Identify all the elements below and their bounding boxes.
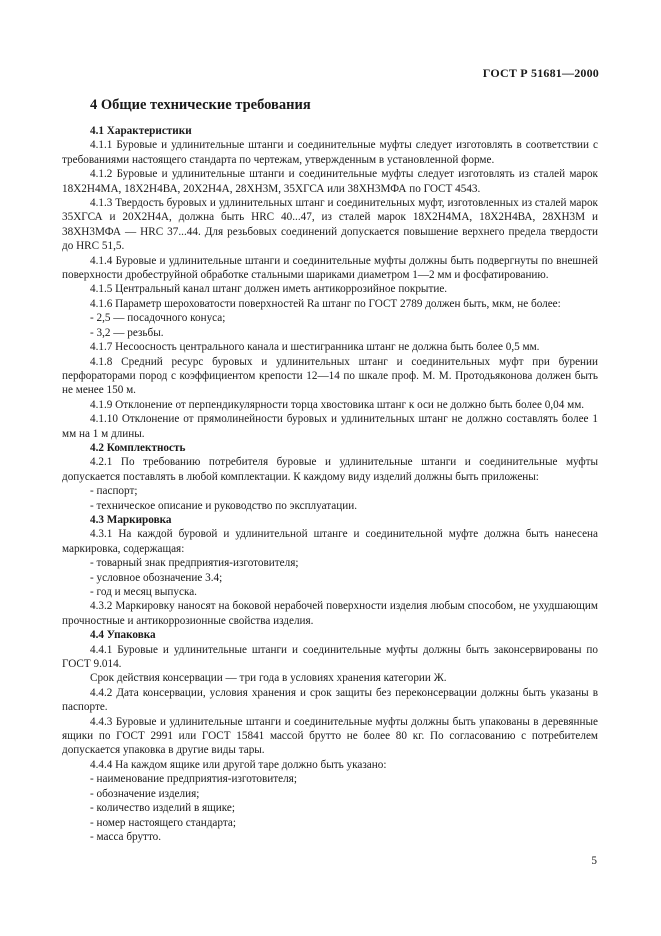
paragraph: 4.1.3 Твердость буровых и удлинительных штанг и соединительных муфт, изготовленных из сталей марок 35ХГСА и 20Х2Н4А, должна быть HRC 40...47, из сталей марок 18Х2Н4МА, 18Х2Н4ВА, 28ХН3М и 38ХН3МФА — HRC 37...44. Для резьбовых соединений допускается повышение верхнего предела твердости до HRC 51,5. [62, 197, 598, 253]
paragraph: 4.3.2 Маркировку наносят на боковой нерабочей поверхности изделия любым способом, не ухудшающим прочностные и антикоррозионные свойства изделия. [62, 600, 598, 627]
paragraph: 4.1.2 Буровые и удлинительные штанги и соединительные муфты следует изготовлять из сталей марок 18Х2Н4МА, 18Х2Н4ВА, 20Х2Н4А, 28ХН3М, 35ХГСА или 38ХН3МФА по ГОСТ 4543. [62, 168, 598, 195]
document-header: ГОСТ Р 51681—2000 [482, 66, 599, 80]
list-item: - наименование предприятия-изготовителя; [90, 773, 297, 786]
paragraph: 4.1.5 Центральный канал штанг должен иметь антикоррозийное покрытие. [90, 283, 448, 296]
subsection-heading: 4.1 Характеристики [90, 125, 192, 137]
paragraph: 4.1.10 Отклонение от прямолинейности буровых и удлинительных штанг не должно составлять более 1 мм на 1 м длины. [62, 413, 598, 440]
subsection-heading: 4.2 Комплектность [90, 441, 186, 454]
document-body [62, 96, 598, 844]
paragraph: 4.1.4 Буровые и удлинительные штанги и соединительные муфты должны быть подвергнуты по внешней поверхности дробеструйной обработке стальными шариками диаметром 1—2 мм и фосфатированию. [62, 254, 598, 282]
section-title: 4 Общие технические требования [90, 97, 311, 113]
subsection-heading: 4.3 Маркировка [90, 513, 172, 526]
list-item: - обозначение изделия; [90, 787, 200, 800]
list-item: - номер настоящего стандарта; [90, 816, 236, 829]
paragraph: Срок действия консервации — три года в условиях хранения категории Ж. [90, 672, 447, 685]
list-item: - паспорт; [90, 485, 138, 498]
list-item: - количество изделий в ящике; [90, 802, 235, 815]
list-item: - техническое описание и руководство по эксплуатации. [90, 499, 358, 512]
list-item: - товарный знак предприятия-изготовителя; [90, 557, 299, 570]
paragraph: 4.1.7 Несоосность центрального канала и шестигранника штанг не должна быть более 0,5 мм. [90, 341, 540, 354]
paragraph: 4.2.1 По требованию потребителя буровые и удлинительные штанги и соединительные муфты допускается поставлять в любой комплектации. К каждому виду изделий должны быть приложены: [62, 456, 598, 483]
list-item: - 2,5 — посадочного конуса; [90, 312, 226, 325]
paragraph: 4.1.6 Параметр шероховатости поверхностей Ra штанг по ГОСТ 2789 должен быть, мкм, не более: [90, 297, 561, 310]
list-item: - 3,2 — резьбы. [90, 326, 164, 339]
paragraph: 4.4.4 На каждом ящике или другой таре должно быть указано: [90, 758, 387, 771]
paragraph: 4.1.8 Средний ресурс буровых и удлинительных штанг и соединительных муфт при бурении перфораторами пород с коэффициентом крепости 12—14 по шкале проф. М. М. Протодьяконова должен быть не менее 150 м. [62, 355, 598, 397]
text-blocks [62, 124, 598, 844]
paragraph: 4.4.2 Дата консервации, условия хранения и срок защиты без переконсервации должны быть указаны в паспорте. [62, 686, 598, 714]
subsection-heading: 4.4 Упаковка [90, 629, 156, 642]
paragraph: 4.1.1 Буровые и удлинительные штанги и соединительные муфты следует изготовлять в соответствии с требованиями настоящего стандарта по чертежам, утвержденным в установленной форме. [62, 139, 598, 166]
paragraph: 4.3.1 На каждой буровой и удлинительной штанге и соединительной муфте должна быть нанесена маркировка, содержащая: [62, 528, 598, 555]
list-item: - условное обозначение 3.4; [90, 571, 223, 584]
list-item: - год и месяц выпуска. [90, 586, 197, 598]
page-number: 5 [591, 855, 597, 867]
paragraph: 4.1.9 Отклонение от перпендикулярности торца хвостовика штанг к оси не должно быть более 0,04 мм. [90, 398, 585, 411]
paragraph: 4.4.3 Буровые и удлинительные штанги и соединительные муфты должны быть упакованы в деревянные ящики по ГОСТ 2991 или ГОСТ 15841 массой брутто не более 80 кг. По согласованию с потребителем допускается упаковка в другие виды тары. [62, 715, 598, 757]
paragraph: 4.4.1 Буровые и удлинительные штанги и соединительные муфты должны быть законсервированы по ГОСТ 9.014. [62, 643, 598, 671]
list-item: - масса брутто. [90, 830, 162, 843]
